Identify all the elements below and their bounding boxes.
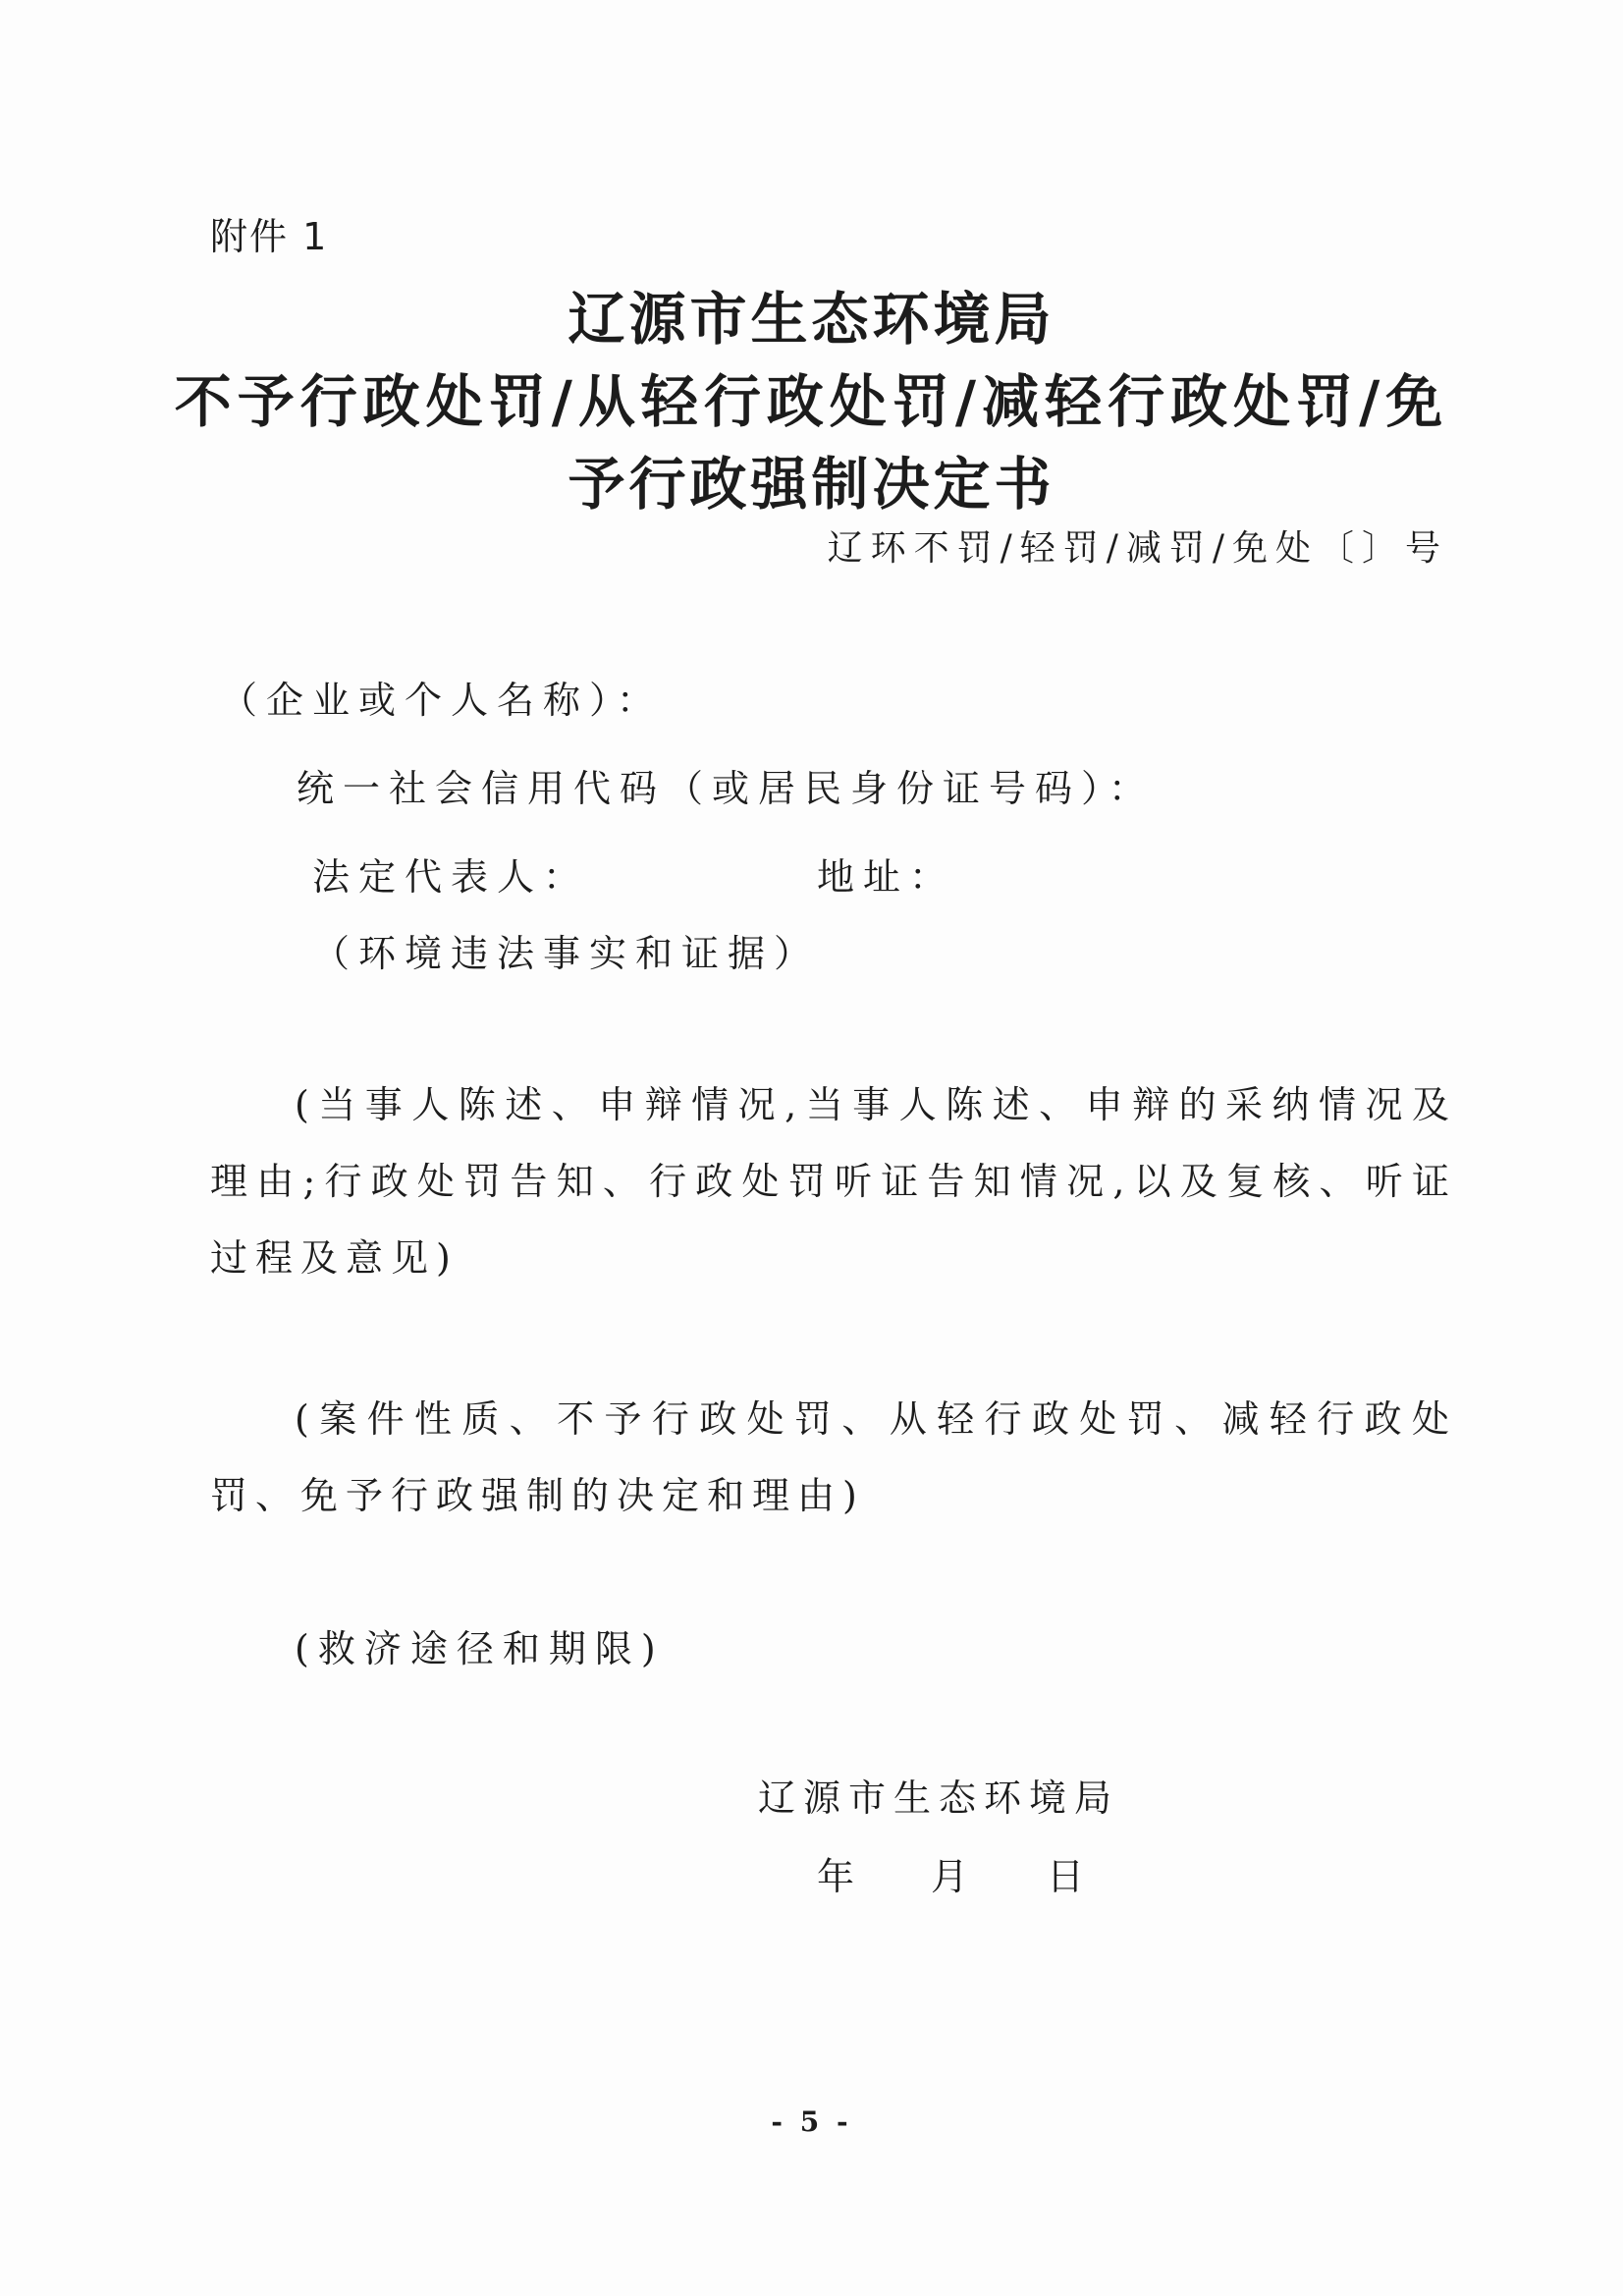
signing-organization: 辽源市生态环境局 (758, 1777, 1120, 1820)
statement-section: (当事人陈述、申辩情况,当事人陈述、申辩的采纳情况及理由;行政处罚告知、行政处罚听证告知情况,以及复核、听证过程及意见) (210, 1083, 1457, 1280)
signing-date (817, 1846, 1084, 1900)
address-label: 地址： (817, 855, 956, 899)
party-name-label: （企业或个人名称）： (220, 679, 664, 722)
month-label: 月 (931, 1855, 969, 1898)
page-number: - 5 - (771, 2105, 852, 2138)
year-label: 年 (817, 1855, 855, 1898)
title-line-3: 予行政强制决定书 (568, 451, 1055, 518)
credit-code-label: 统一社会信用代码（或居民身份证号码）： (297, 767, 1156, 810)
title-line-2: 不予行政处罚/从轻行政处罚/减轻行政处罚/免 (174, 368, 1449, 435)
facts-section: （环境违法事实和证据） (312, 932, 821, 975)
document-number: 辽环不罚/轻罚/减罚/免处〔〕号 (827, 528, 1448, 569)
legal-representative-label: 法定代表人： (312, 855, 590, 899)
decision-section: (案件性质、不予行政处罚、从轻行政处罚、减轻行政处罚、免予行政强制的决定和理由) (210, 1397, 1457, 1517)
attachment-label: 附件 1 (210, 215, 329, 258)
day-label: 日 (1047, 1855, 1085, 1898)
title-line-1: 辽源市生态环境局 (568, 286, 1055, 353)
remedy-section: (救济途径和期限) (295, 1627, 665, 1670)
